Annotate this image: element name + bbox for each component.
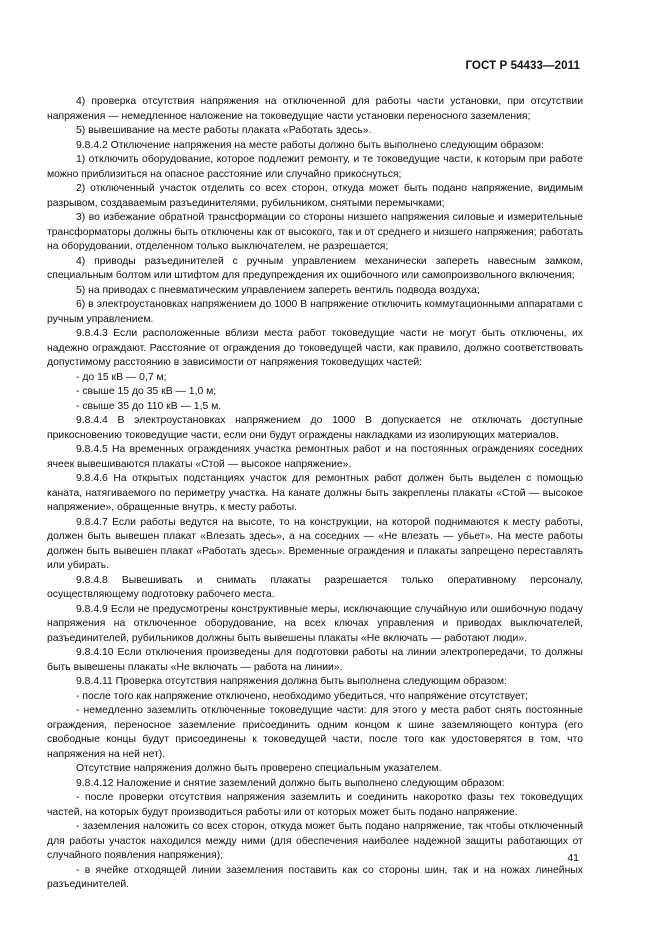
document-header: ГОСТ Р 54433—2011 bbox=[465, 60, 580, 72]
page-number: 41 bbox=[567, 852, 579, 864]
paragraph: 9.8.4.9 Если не предусмотрены конструктивные меры, исключающие случайную или ошибочную подачу напряжения на отключенное оборудование, на всех ключах управления и приводах выключателей, разъединителей, рубильников должны быть вывешены плакаты «Не включать — работают люди». bbox=[47, 603, 583, 644]
paragraph: 1) отключить оборудование, которое подлежит ремонту, и те токоведущие части, к которым при работе можно приблизиться на опасное расстояние или случайно прикоснуться; bbox=[47, 154, 583, 180]
document-body bbox=[47, 95, 583, 893]
paragraph: 4) проверка отсутствия напряжения на отключенной для работы части установки, при отсутствии напряжения — немедленное наложение на токоведущие части установки переносного заземления; bbox=[47, 96, 583, 122]
paragraph: 4) приводы разъединителей с ручным управлением механически запереть навесным замком, специальным болтом или штифтом для предупреждения их ошибочного или самопроизвольного включения; bbox=[47, 255, 583, 281]
paragraph: 9.8.4.6 На открытых подстанциях участок для ремонтных работ должен быть выделен с помощью каната, натягиваемого по периметру участка. На канате должны быть закреплены плакаты «Стой — высокое напряжение», обращенные внутрь, к месту работы. bbox=[47, 473, 583, 513]
paragraph: 2) отключенный участок отделить со всех сторон, откуда может быть подано напряжение, видимым разрывом, создаваемым разъединителями, рубильником, снятыми перемычками; bbox=[47, 183, 583, 209]
paragraph: 9.8.4.10 Если отключения произведены для подготовки работы на линии электропередачи, то должны быть вывешены плакаты «Не включать — работа на линии». bbox=[47, 647, 583, 673]
list-item: - до 15 кВ — 0,7 м; bbox=[76, 371, 167, 383]
paragraph: 9.8.4.3 Если расположенные вблизи места работ токоведущие части не могут быть отключены, их надежно ограждают. Расстояние от ограждения до токоведущей части, как правило, должно соответствовать допустимому расстоянию в зависимости от напряжения токоведущих частей: bbox=[47, 328, 583, 368]
list-item: - после проверки отсутствия напряжения заземлить и соединить накоротко фазы тех токоведущих частей, на которых будут производиться работы или от которых может быть подано напряжение. bbox=[47, 792, 583, 818]
list-item: - свыше 35 до 110 кВ — 1,5 м. bbox=[76, 400, 222, 412]
paragraph: 9.8.4.11 Проверка отсутствия напряжения должна быть выполнена следующим образом: bbox=[76, 676, 507, 687]
list-item: - немедленно заземлить отключенные токоведущие части: для этого у места работ снять постоянные ограждения, переносное заземление присоединить одним концом к шине заземляющего контура (его свободные концы будут присоединены к токоведущей части, после того как удостоверятся в том, что напряжения на ней нет). bbox=[47, 705, 583, 760]
paragraph: 9.8.4.5 На временных ограждениях участка ремонтных работ и на постоянных ограждениях соседних ячеек вывешиваются плакаты «Стой — высокое напряжение». bbox=[47, 444, 583, 470]
paragraph: 9.8.4.12 Наложение и снятие заземлений должно быть выполнено следующим образом: bbox=[76, 777, 505, 789]
paragraph: 3) во избежание обратной трансформации со стороны низшего напряжения силовые и измерительные трансформаторы должны быть отключены как от высокого, так и от среднего и низшего напряжения; работать на оборудовании, отделенном только выключателем, не разрешается; bbox=[47, 212, 583, 252]
list-item: - заземления наложить со всех сторон, откуда может быть подано напряжение, так чтобы отключенный для работы участок находился между ними (для обеспечения наиболее надежной защиты работающих от случайного появления напряжения); bbox=[47, 821, 583, 861]
paragraph: 6) в электроустановках напряжением до 1000 В напряжение отключить коммутационными аппаратами с ручным управлением. bbox=[47, 299, 583, 325]
paragraph: 9.8.4.4 В электроустановках напряжением до 1000 В допускается не отключать доступные прикосновению токоведущие части, если они будут ограждены накладками из изолирующих материалов. bbox=[47, 415, 583, 441]
paragraph: Отсутствие напряжения должно быть проверено специальным указателем. bbox=[76, 763, 442, 774]
paragraph: 9.8.4.7 Если работы ведутся на высоте, то на конструкции, на которой поднимаются к месту работы, должен быть вывешен плакат «Влезать здесь», а на соседних — «Не влезать — убьет». На месте работы должен быть вывешен плакат «Работать здесь». Временные ограждения и плакаты запрещено переставлять или убирать. bbox=[47, 516, 583, 571]
list-item: - в ячейке отходящей линии заземления поставить как со стороны шин, так и на ножах линейных разъединителей. bbox=[47, 864, 583, 890]
list-item: - после того как напряжение отключено, необходимо убедиться, что напряжение отсутствует; bbox=[76, 690, 529, 702]
list-item: - свыше 15 до 35 кВ — 1,0 м; bbox=[76, 386, 217, 397]
paragraph: 5) вывешивание на месте работы плаката «Работать здесь». bbox=[76, 125, 372, 136]
paragraph: 9.8.4.2 Отключение напряжения на месте работы должно быть выполнено следующим образом: bbox=[76, 139, 544, 151]
paragraph: 5) на приводах с пневматическим управлением запереть вентиль подвода воздуха; bbox=[76, 284, 480, 296]
paragraph: 9.8.4.8 Вывешивать и снимать плакаты разрешается только оперативному персоналу, осуществляющему подготовку рабочего места. bbox=[47, 574, 583, 600]
